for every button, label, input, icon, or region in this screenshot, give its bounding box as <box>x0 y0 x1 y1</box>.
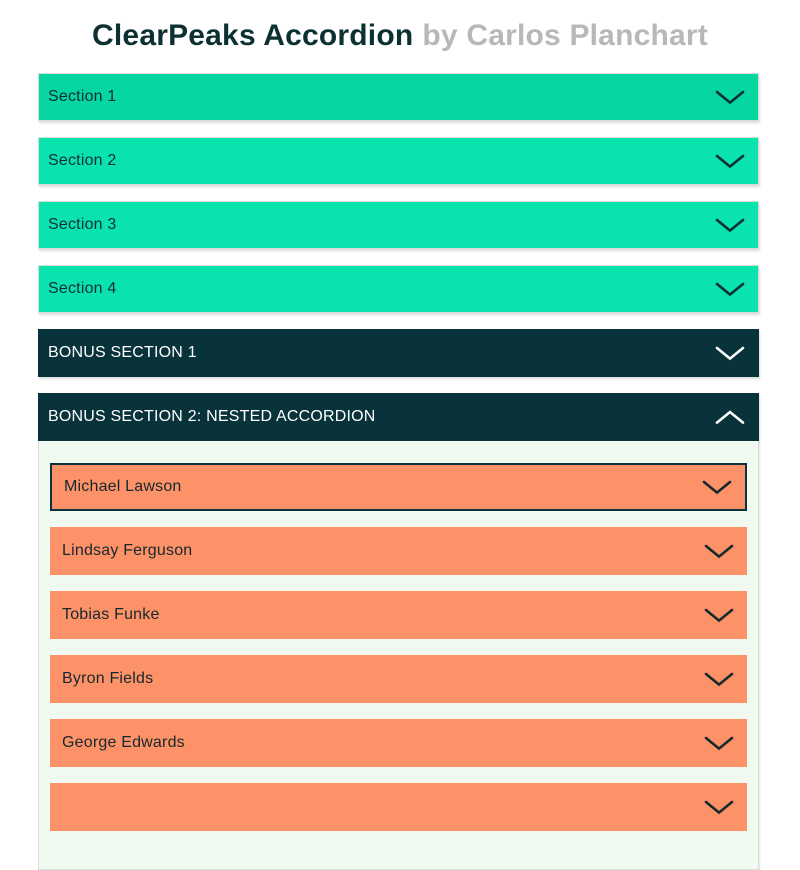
accordion-section-bonus-section-1[interactable] <box>38 329 759 377</box>
accordion-section-bonus-section-2-nested-accordion[interactable] <box>38 393 759 441</box>
nested-item-byron-fields-label: Byron Fields <box>62 670 154 687</box>
nested-item-byron-fields[interactable] <box>50 655 747 703</box>
nested-item-michael-lawson[interactable] <box>50 463 747 511</box>
nested-item-george-edwards[interactable] <box>50 719 747 767</box>
accordion-section-section-1[interactable] <box>38 73 759 121</box>
nested-accordion-panel <box>38 441 759 870</box>
chevron-down-icon <box>702 480 732 495</box>
nested-item-lindsay-ferguson[interactable] <box>50 527 747 575</box>
accordion-section-section-4[interactable] <box>38 265 759 313</box>
accordion-section-section-2[interactable] <box>38 137 759 185</box>
chevron-down-icon <box>704 608 734 623</box>
chevron-down-icon <box>704 672 734 687</box>
chevron-down-icon <box>715 346 745 361</box>
accordion-section-section-3-label: Section 3 <box>48 216 117 233</box>
title-byline: by Carlos Planchart <box>422 19 708 52</box>
chevron-down-icon <box>715 154 745 169</box>
accordion-section-bonus-section-1-label: BONUS SECTION 1 <box>48 344 197 361</box>
accordion-section-section-3[interactable] <box>38 201 759 249</box>
chevron-down-icon <box>704 736 734 751</box>
accordion-section-bonus-section-2-nested-accordion-label: BONUS SECTION 2: NESTED ACCORDION <box>48 408 376 425</box>
nested-item-george-edwards-label: George Edwards <box>62 734 185 751</box>
page-title <box>0 0 800 55</box>
page-header <box>0 0 800 55</box>
nested-item-lindsay-ferguson-label: Lindsay Ferguson <box>62 542 193 559</box>
chevron-up-icon <box>715 410 745 425</box>
accordion-section-section-1-label: Section 1 <box>48 88 117 105</box>
chevron-down-icon <box>704 800 734 815</box>
nested-item-michael-lawson-label: Michael Lawson <box>64 478 182 495</box>
accordion-section-section-2-label: Section 2 <box>48 152 117 169</box>
accordion <box>38 73 759 870</box>
nested-item-tobias-funke[interactable] <box>50 591 747 639</box>
nested-item-tobias-funke-label: Tobias Funke <box>62 606 160 623</box>
chevron-down-icon <box>715 218 745 233</box>
chevron-down-icon <box>704 544 734 559</box>
chevron-down-icon <box>715 282 745 297</box>
nested-item-item-6[interactable] <box>50 783 747 831</box>
chevron-down-icon <box>715 90 745 105</box>
accordion-section-section-4-label: Section 4 <box>48 280 117 297</box>
title-main: ClearPeaks Accordion <box>92 19 414 52</box>
